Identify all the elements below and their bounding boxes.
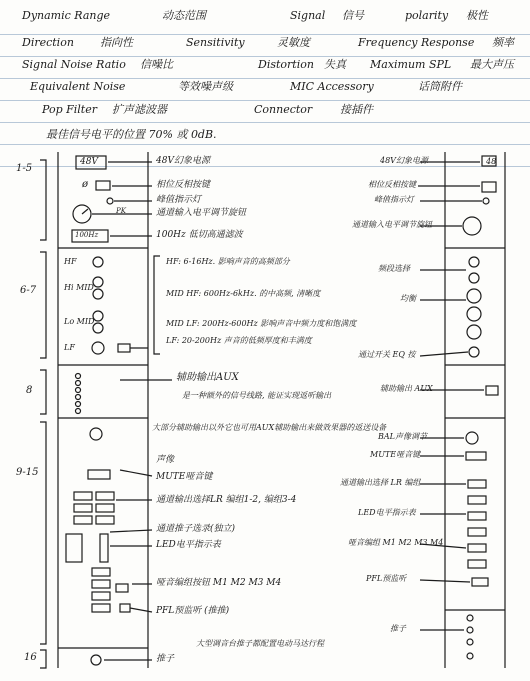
glossary-term-zh: 动态范围	[162, 9, 206, 22]
section-marker: 9-15	[16, 467, 39, 478]
glossary-term-zh: 扩声滤波器	[112, 103, 167, 116]
glossary-term-zh: 接插件	[340, 103, 373, 116]
note-pfl: PFL预监听 (推推)	[156, 606, 230, 616]
right-note-eq-select: 频段选择	[378, 264, 410, 273]
glossary-term-en: Signal Noise Ratio	[22, 58, 126, 71]
note-fader-detail: 大型调音台推子都配置电动马达行程	[196, 639, 324, 648]
note-aux-title: 辅助输出AUX	[176, 372, 239, 383]
note-route: 通道输出选择LR 编组1-2, 编组3-4	[156, 495, 297, 505]
glossary-term-zh: 等效噪声级	[178, 80, 233, 93]
hpf-label: 100Hz	[75, 231, 99, 239]
note-group: 哑音编组按钮 M1 M2 M3 M4	[156, 578, 282, 588]
glossary-term-en: Signal	[290, 9, 326, 22]
right-note-peak: 峰值指示灯	[374, 195, 414, 204]
right-note-phantom: 48V幻象电源	[380, 156, 428, 165]
glossary-term-zh: 失真	[324, 58, 346, 71]
bracket-16	[40, 650, 46, 668]
note-eq-hf: HF: 6-16Hz. 影响声音的高频部分	[166, 257, 290, 266]
note-fader: 推子	[156, 654, 175, 664]
glossary-term-zh: 信噪比	[140, 58, 173, 71]
right-note-fader: 推子	[390, 624, 406, 633]
glossary-term-en: Dynamic Range	[22, 9, 111, 22]
glossary-term-en: polarity	[405, 9, 449, 22]
right-note-mute: MUTE哑音键	[370, 450, 421, 459]
section-marker: 6-7	[20, 285, 37, 296]
eq-himid-label: Hi MID	[64, 283, 94, 292]
section-marker: 16	[24, 652, 37, 663]
note-gain: 通道输入电平调节旋钮	[156, 208, 247, 218]
note-hpf: 100Hz 低切高通滤波	[156, 230, 243, 240]
eq-himid-freq-knob	[93, 277, 103, 287]
glossary-term-zh: 极性	[466, 9, 488, 22]
section-marker: 8	[26, 385, 33, 396]
bracket-6-7	[40, 252, 46, 358]
led-meter-alt	[100, 534, 108, 562]
note-led: LED电平指示表	[156, 540, 221, 550]
eq-lomid-gain-knob	[93, 323, 103, 333]
right-phase-switch	[482, 182, 496, 192]
eq-lomid-label: Lo MID	[64, 317, 95, 326]
eq-hf-label: HF	[64, 257, 77, 266]
glossary-term-zh: 灵敏度	[277, 36, 310, 49]
glossary-term-zh: 信号	[342, 9, 364, 22]
note-eq-midlf: MID LF: 200Hz-600Hz 影响声音中频力度和饱满度	[166, 319, 357, 328]
peak-led	[107, 198, 113, 204]
eq-switch	[118, 344, 130, 352]
note-pan: 声像	[156, 455, 175, 465]
right-note-group: 哑音编组 M1 M2 M3 M4	[348, 538, 444, 547]
section-marker: 1-5	[16, 163, 33, 174]
glossary-term-en: Sensitivity	[186, 36, 245, 49]
note-mute: MUTE哑音键	[156, 472, 213, 482]
pan-knob	[90, 428, 102, 440]
glossary-term-en: Equivalent Noise	[30, 80, 126, 93]
note-aux-desc: 是一种额外的信号线路, 能证实现返听输出	[182, 391, 332, 400]
right-note-eq: 均衡	[400, 294, 416, 303]
glossary-term-en: Maximum SPL	[370, 58, 452, 71]
eq-hf-knob	[93, 257, 103, 267]
note-select: 通道推子选录(独立)	[156, 524, 236, 534]
note-aux-extra: 大部分辅助输出以外它也可用AUX辅助输出来做效果器的返送设备	[152, 423, 387, 432]
glossary-term-zh: 最大声压	[470, 58, 514, 71]
phase-switch	[96, 181, 110, 190]
right-note-aux: 辅助输出 AUX	[380, 384, 433, 393]
right-phantom-label: 48	[486, 157, 497, 166]
gain-note: 最佳信号电平的位置 70% 或 0dB.	[46, 128, 217, 141]
right-note-phase: 相位反相按键	[368, 180, 416, 189]
glossary-term-en: Direction	[22, 36, 74, 49]
eq-lf-knob	[92, 342, 104, 354]
right-note-led: LED电平指示表	[358, 508, 416, 517]
glossary-term-en: Distortion	[258, 58, 314, 71]
eq-lf-label: LF	[64, 343, 75, 352]
note-phantom: 48V幻象电源	[156, 156, 210, 166]
fader-cap	[91, 655, 101, 665]
led-meter	[66, 534, 82, 562]
right-gain-knob	[463, 217, 481, 235]
glossary-term-en: Connector	[254, 103, 313, 116]
glossary-term-zh: 指向性	[100, 36, 133, 49]
right-peak-led	[483, 198, 489, 204]
phantom-label: 48V	[80, 157, 98, 167]
right-note-pfl: PFL预监听	[366, 574, 407, 583]
bracket-8	[40, 370, 46, 414]
right-note-route: 通道输出选择 LR 编组	[340, 478, 421, 487]
bracket-9-15	[40, 422, 46, 644]
gain-knob-pointer	[82, 209, 88, 214]
eq-note-bracket	[154, 256, 160, 354]
glossary-term-zh: 频率	[492, 36, 514, 49]
glossary-term-en: MIC Accessory	[290, 80, 374, 93]
eq-lomid-freq-knob	[93, 311, 103, 321]
bracket-1-5	[40, 160, 46, 240]
glossary-term-en: Pop Filter	[42, 103, 97, 116]
glossary-term-en: Frequency Response	[358, 36, 475, 49]
eq-himid-gain-knob	[93, 289, 103, 299]
right-note-pan: BAL声像调节	[378, 432, 427, 441]
right-note-eq-switch: 通过开关 EQ 按	[358, 350, 416, 359]
phase-label: ø	[82, 179, 89, 190]
note-eq-midhf: MID HF: 600Hz-6kHz. 的中高频, 清晰度	[166, 289, 321, 298]
glossary-term-zh: 话筒附件	[418, 80, 462, 93]
right-note-gain: 通道输入电平调节旋钮	[352, 220, 432, 229]
note-phase: 相位反相按键	[156, 180, 211, 190]
note-peak: 峰值指示灯	[156, 195, 202, 205]
mute-button	[88, 470, 110, 479]
note-eq-lf: LF: 20-200Hz 声音的低频厚度和丰满度	[166, 336, 312, 345]
peak-label: PK	[116, 207, 126, 215]
